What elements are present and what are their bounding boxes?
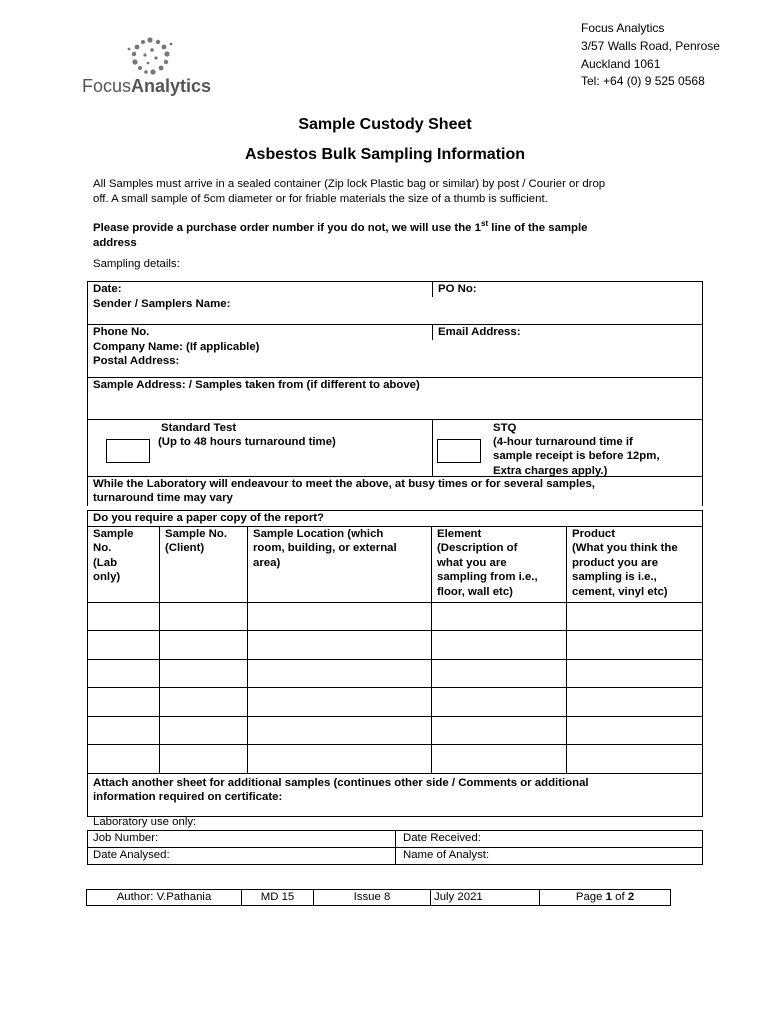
po-note-text: address xyxy=(93,236,137,249)
table-row[interactable] xyxy=(88,659,703,688)
lab-use-heading: Laboratory use only: xyxy=(93,816,197,828)
table-row[interactable] xyxy=(88,688,703,717)
stq-option[interactable] xyxy=(433,419,703,476)
table-cell[interactable] xyxy=(88,716,160,745)
table-cell[interactable] xyxy=(567,745,703,774)
date-received-field[interactable]: Date Received: xyxy=(396,831,703,848)
footer-doc-id: MD 15 xyxy=(242,890,314,906)
page-subtitle: Asbestos Bulk Sampling Information xyxy=(244,146,526,163)
company-logo xyxy=(82,36,222,98)
sampling-details-label: Sampling details: xyxy=(93,258,180,270)
stq-sub: (4-hour turnaround time if xyxy=(493,435,633,448)
table-row[interactable] xyxy=(88,716,703,745)
analyst-name-field[interactable]: Name of Analyst: xyxy=(396,848,703,865)
table-cell[interactable] xyxy=(248,659,432,688)
table-cell[interactable] xyxy=(432,688,567,717)
col-header-element: Element (Description of what you are sampling from i.e., floor, wall etc) xyxy=(432,526,567,602)
logo-text-analytics: Analytics xyxy=(131,76,212,96)
stq-sub: sample receipt is before 12pm, xyxy=(493,450,660,462)
turnaround-line: While the Laboratory will endeavour to meet the above, at busy times or for several samples, xyxy=(93,477,595,490)
samples-table xyxy=(87,510,703,817)
table-cell[interactable] xyxy=(248,745,432,774)
footer-author: Author: V.Pathania xyxy=(87,890,242,906)
table-cell[interactable] xyxy=(567,631,703,660)
po-note-text: line of the sample xyxy=(488,221,588,234)
attach-sheet-note[interactable] xyxy=(88,773,703,816)
lab-use-table xyxy=(87,830,703,865)
table-cell[interactable] xyxy=(567,688,703,717)
intro-line: off. A small sample of 5cm diameter or for friable materials the size of a thumb is sufficient. xyxy=(93,193,548,205)
postal-address-field[interactable]: Postal Address: xyxy=(88,354,703,377)
table-row[interactable] xyxy=(88,631,703,660)
company-address xyxy=(581,20,720,90)
table-row[interactable] xyxy=(88,602,703,631)
phone-field[interactable]: Phone No. xyxy=(88,325,433,340)
stq-checkbox[interactable] xyxy=(437,439,481,463)
address-line: Focus Analytics xyxy=(581,21,665,35)
table-cell[interactable] xyxy=(160,688,248,717)
standard-test-label: Standard Test xyxy=(161,421,237,434)
company-name-field[interactable]: Company Name: (If applicable) xyxy=(88,340,703,355)
turnaround-line: turnaround time may vary xyxy=(93,492,233,504)
attach-line: information required on certificate: xyxy=(93,791,283,803)
col-header-lab-no: Sample No. (Lab only) xyxy=(88,526,160,602)
paper-copy-question[interactable]: Do you require a paper copy of the report? xyxy=(88,511,703,527)
table-cell[interactable] xyxy=(432,745,567,774)
sample-form xyxy=(87,281,703,506)
sample-address-field[interactable]: Sample Address: / Samples taken from (if different to above) xyxy=(88,377,703,419)
email-field[interactable]: Email Address: xyxy=(433,325,703,340)
page-title: Sample Custody Sheet xyxy=(298,116,472,133)
table-cell[interactable] xyxy=(160,631,248,660)
table-cell[interactable] xyxy=(248,631,432,660)
standard-test-checkbox[interactable] xyxy=(106,439,150,463)
footer-page: Page 1 of 2 xyxy=(540,890,671,906)
table-cell[interactable] xyxy=(160,659,248,688)
table-cell[interactable] xyxy=(88,688,160,717)
table-cell[interactable] xyxy=(248,688,432,717)
table-cell[interactable] xyxy=(88,631,160,660)
address-line: 3/57 Walls Road, Penrose xyxy=(581,39,720,53)
table-cell[interactable] xyxy=(432,602,567,631)
table-cell[interactable] xyxy=(88,659,160,688)
table-cell[interactable] xyxy=(88,602,160,631)
table-cell[interactable] xyxy=(432,716,567,745)
po-note-text: Please provide a purchase order number if you do not, we will use the 1 xyxy=(93,221,482,234)
logo-dots-icon xyxy=(82,36,222,80)
table-cell[interactable] xyxy=(567,659,703,688)
intro-text xyxy=(93,177,693,207)
table-cell[interactable] xyxy=(432,659,567,688)
table-cell[interactable] xyxy=(432,631,567,660)
intro-line: All Samples must arrive in a sealed container (Zip lock Plastic bag or similar) by post / Courier or drop xyxy=(93,178,606,190)
table-cell[interactable] xyxy=(160,716,248,745)
footer-issue: Issue 8 xyxy=(314,890,431,906)
table-row[interactable] xyxy=(88,745,703,774)
table-cell[interactable] xyxy=(248,602,432,631)
sender-field[interactable]: Sender / Samplers Name: xyxy=(88,297,703,325)
date-analysed-field[interactable]: Date Analysed: xyxy=(88,848,396,865)
job-number-field[interactable]: Job Number: xyxy=(88,831,396,848)
po-note-sup: st xyxy=(481,219,489,228)
standard-test-sub: (Up to 48 hours turnaround time) xyxy=(158,435,336,448)
table-cell[interactable] xyxy=(88,745,160,774)
col-header-product: Product (What you think the product you are sampling is i.e., cement, vinyl etc) xyxy=(567,526,703,602)
col-header-client-no: Sample No. (Client) xyxy=(160,526,248,602)
table-cell[interactable] xyxy=(160,745,248,774)
standard-test-option[interactable] xyxy=(88,419,433,476)
table-header-row xyxy=(88,526,703,602)
table-cell[interactable] xyxy=(248,716,432,745)
col-header-location: Sample Location (which room, building, or external area) xyxy=(248,526,432,602)
po-note xyxy=(93,216,693,251)
address-line: Auckland 1061 xyxy=(581,57,661,71)
logo-text-focus: Focus xyxy=(82,76,132,96)
table-cell[interactable] xyxy=(160,602,248,631)
turnaround-note xyxy=(88,476,703,506)
stq-sub: Extra charges apply.) xyxy=(493,464,608,477)
document-footer xyxy=(86,889,671,906)
table-cell[interactable] xyxy=(567,716,703,745)
date-field[interactable]: Date: xyxy=(88,282,433,297)
po-no-field[interactable]: PO No: xyxy=(433,282,703,297)
table-cell[interactable] xyxy=(567,602,703,631)
footer-date: July 2021 xyxy=(431,890,540,906)
stq-label: STQ xyxy=(493,421,517,434)
address-line: Tel: +64 (0) 9 525 0568 xyxy=(581,74,705,88)
attach-line: Attach another sheet for additional samples (continues other side / Comments or additional xyxy=(93,776,589,789)
